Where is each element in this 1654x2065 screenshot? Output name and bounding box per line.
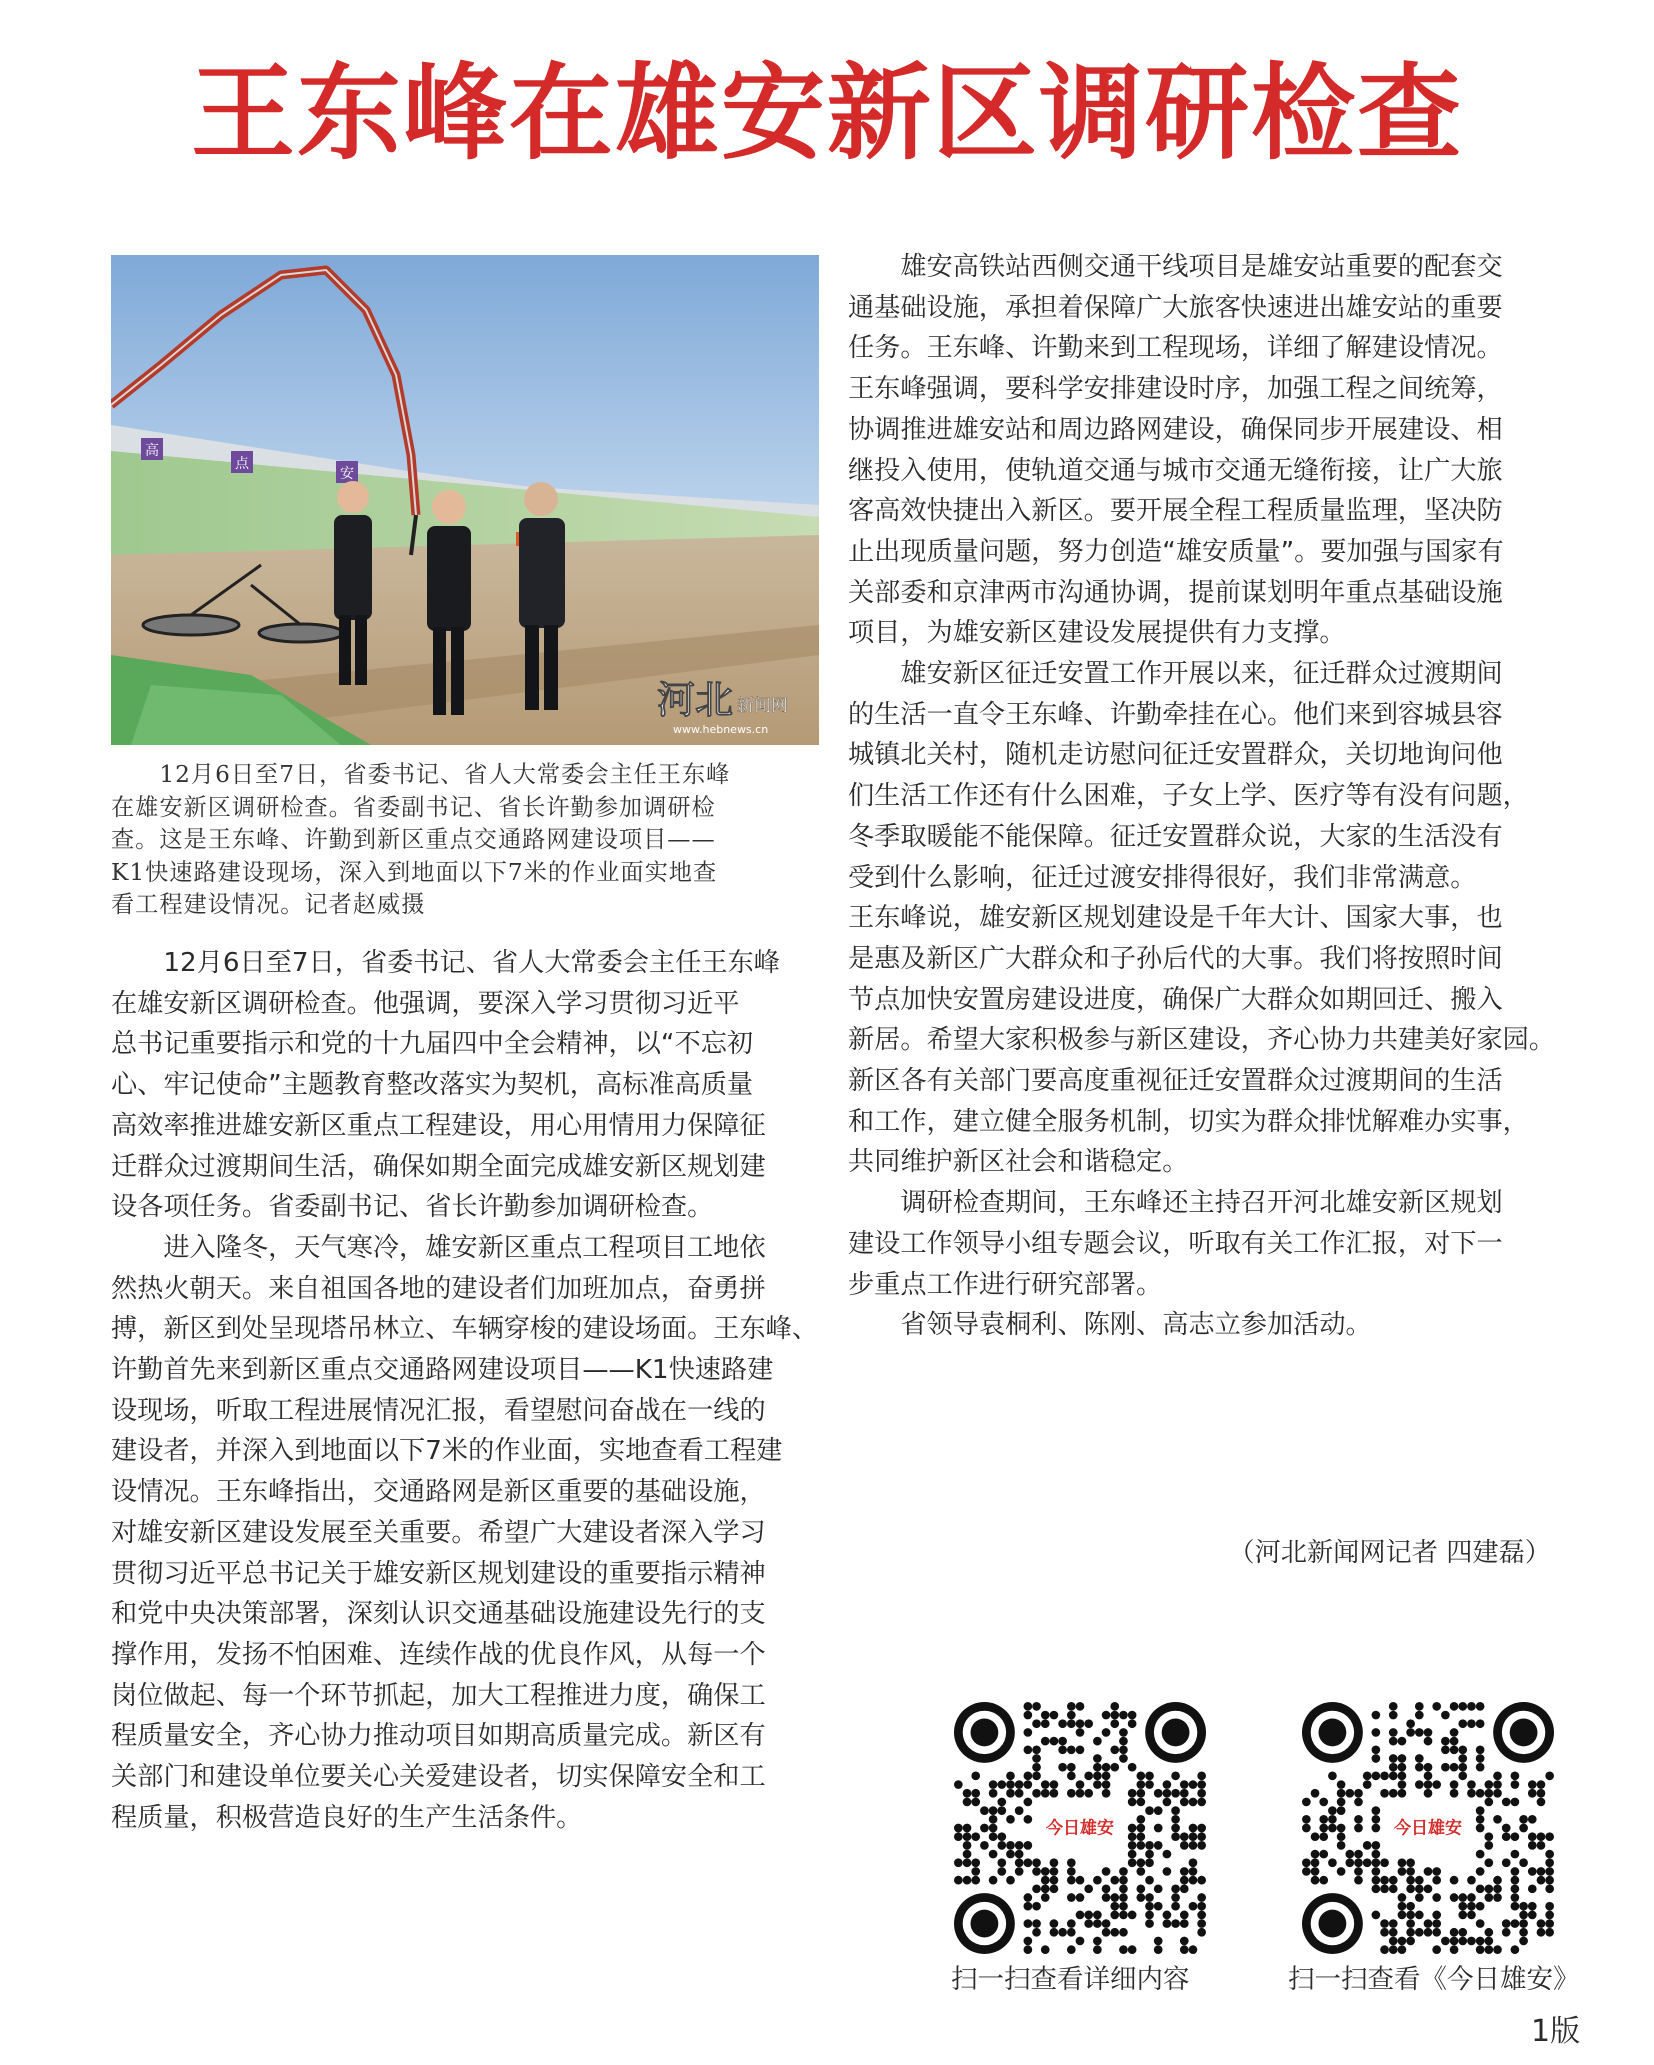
text-line: 然热火朝天。来自祖国各地的建设者们加班加点，奋勇拼 [111, 1273, 766, 1304]
qr-code-graphic [954, 1702, 1206, 1954]
text-line: 心、牢记使命”主题教育整改落实为契机，高标准高质量 [111, 1070, 754, 1101]
text-line: 在雄安新区调研检查。省委副书记、省长许勤参加调研检 [111, 793, 716, 821]
article-left-column [111, 943, 819, 1838]
text-line: 受到什么影响，征迁过渡安排得很好，我们非常满意。 [848, 862, 1477, 893]
article-right-column [848, 247, 1560, 1346]
text-line: 程质量，积极营造良好的生产生活条件。 [111, 1802, 583, 1833]
qr-caption-today-xiongan: 扫一扫查看《今日雄安》 [1288, 1964, 1580, 1995]
text-line: 12月6日至7日，省委书记、省人大常委会主任王东峰 [111, 761, 731, 788]
text-line: 王东峰说，雄安新区规划建设是千年大计、国家大事，也 [848, 903, 1503, 934]
text-line: K1快速路建设现场，深入到地面以下7米的作业面实地查 [111, 858, 718, 886]
text-line: 止出现质量问题，努力创造“雄安质量”。要加强与国家有 [848, 536, 1504, 567]
svg-text:新闻网: 新闻网 [737, 696, 788, 716]
headline: 王东峰在雄安新区调研检查 [190, 51, 1463, 174]
text-line: 们生活工作还有什么困难，子女上学、医疗等有没有问题， [848, 781, 1529, 812]
text-line: 的生活一直令王东峰、许勤牵挂在心。他们来到容城县容 [848, 699, 1503, 730]
text-line: 贯彻习近平总书记关于雄安新区规划建设的重要指示精神 [111, 1558, 766, 1589]
text-line: 许勤首先来到新区重点交通路网建设项目——K1快速路建 [111, 1355, 774, 1386]
text-line: 建设者，并深入到地面以下7米的作业面，实地查看工程建 [111, 1436, 783, 1467]
text-line: 设各项任务。省委副书记、省长许勤参加调研检查。 [111, 1192, 714, 1223]
text-line: 关部委和京津两市沟通协调，提前谋划明年重点基础设施 [848, 577, 1503, 608]
text-line: 协调推进雄安站和周边路网建设，确保同步开展建设、相 [848, 414, 1503, 445]
text-line: 雄安高铁站西侧交通干线项目是雄安站重要的配套交 [848, 252, 1503, 282]
text-line: 继投入使用，使轨道交通与城市交通无缝衔接，让广大旅 [848, 455, 1503, 486]
text-line: 节点加快安置房建设进度，确保广大群众如期回迁、搬入 [848, 984, 1503, 1015]
text-line: 程质量安全，齐心协力推动项目如期高质量完成。新区有 [111, 1721, 766, 1752]
qr-center-label: 今日雄安 [1046, 1818, 1114, 1839]
qr-caption-details: 扫一扫查看详细内容 [951, 1964, 1190, 1995]
text-line: 调研检查期间，王东峰还主持召开河北雄安新区规划 [848, 1188, 1503, 1219]
text-line: 任务。王东峰、许勤来到工程现场，详细了解建设情况。 [848, 333, 1503, 364]
text-line: 步重点工作进行研究部署。 [848, 1269, 1163, 1300]
text-line: 设情况。王东峰指出，交通路网是新区重要的基础设施， [111, 1477, 766, 1508]
byline: （河北新闻网记者 四建磊） [1228, 1538, 1551, 1568]
news-photo [111, 255, 819, 745]
text-line: 省领导袁桐利、陈刚、高志立参加活动。 [848, 1310, 1372, 1341]
page-number: 1版 [1531, 2014, 1581, 2049]
text-line: 看工程建设情况。记者赵威摄 [111, 891, 426, 918]
text-line: 设现场，听取工程进展情况汇报，看望慰问奋战在一线的 [111, 1395, 766, 1426]
text-line: 进入隆冬，天气寒冷，雄安新区重点工程项目工地依 [111, 1232, 766, 1263]
text-line: 城镇北关村，随机走访慰问征迁安置群众，关切地询问他 [848, 740, 1503, 771]
text-line: 12月6日至7日，省委书记、省人大常委会主任王东峰 [111, 948, 780, 978]
svg-text:河北: 河北 [657, 678, 734, 722]
text-line: 客高效快捷出入新区。要开展全程工程质量监理，坚决防 [848, 496, 1503, 527]
text-line: 撑作用，发扬不怕困难、连续作战的优良作风，从每一个 [111, 1639, 766, 1670]
text-line: 新居。希望大家积极参与新区建设，齐心协力共建美好家园。 [848, 1025, 1556, 1056]
text-line: 岗位做起、每一个环节抓起，加大工程推进力度，确保工 [111, 1680, 766, 1711]
text-line: 迁群众过渡期间生活，确保如期全面完成雄安新区规划建 [111, 1151, 766, 1182]
svg-text:点: 点 [235, 456, 249, 472]
text-line: 和工作，建立健全服务机制，切实为群众排忧解难办实事， [848, 1106, 1529, 1137]
text-line: 对雄安新区建设发展至关重要。希望广大建设者深入学习 [111, 1517, 766, 1548]
photo-caption [111, 759, 821, 922]
text-line: 共同维护新区社会和谐稳定。 [848, 1147, 1189, 1178]
text-line: 项目，为雄安新区建设发展提供有力支撑。 [848, 618, 1346, 649]
text-line: 和党中央决策部署，深刻认识交通基础设施建设先行的支 [111, 1599, 766, 1630]
qr-code-today-xiongan[interactable] [1302, 1702, 1554, 1954]
text-line: 在雄安新区调研检查。他强调，要深入学习贯彻习近平 [111, 988, 740, 1019]
text-line: 搏，新区到处呈现塔吊林立、车辆穿梭的建设场面。王东峰、 [111, 1314, 819, 1345]
text-line: 冬季取暖能不能保障。征迁安置群众说，大家的生活没有 [848, 821, 1503, 852]
svg-text:安: 安 [340, 466, 354, 482]
text-line: 王东峰强调，要科学安排建设时序，加强工程之间统筹， [848, 374, 1503, 405]
text-line: 是惠及新区广大群众和子孙后代的大事。我们将按照时间 [848, 943, 1503, 974]
text-line: 新区各有关部门要高度重视征迁安置群众过渡期间的生活 [848, 1066, 1503, 1097]
svg-text:www.hebnews.cn: www.hebnews.cn [673, 723, 769, 736]
text-line: 高效率推进雄安新区重点工程建设，用心用情用力保障征 [111, 1110, 766, 1141]
text-line: 总书记重要指示和党的十九届四中全会精神，以“不忘初 [111, 1029, 754, 1060]
text-line: 查。这是王东峰、许勤到新区重点交通路网建设项目—— [111, 826, 716, 853]
svg-text:高: 高 [145, 443, 159, 459]
qr-center-label: 今日雄安 [1394, 1818, 1462, 1839]
text-line: 通基础设施，承担着保障广大旅客快速进出雄安站的重要 [848, 292, 1503, 323]
qr-code-graphic [1302, 1702, 1554, 1954]
qr-code-details[interactable] [954, 1702, 1206, 1954]
text-line: 建设工作领导小组专题会议，听取有关工作汇报，对下一 [848, 1228, 1503, 1259]
text-line: 关部门和建设单位要关心关爱建设者，切实保障安全和工 [111, 1762, 766, 1793]
text-line: 雄安新区征迁安置工作开展以来，征迁群众过渡期间 [848, 659, 1503, 690]
